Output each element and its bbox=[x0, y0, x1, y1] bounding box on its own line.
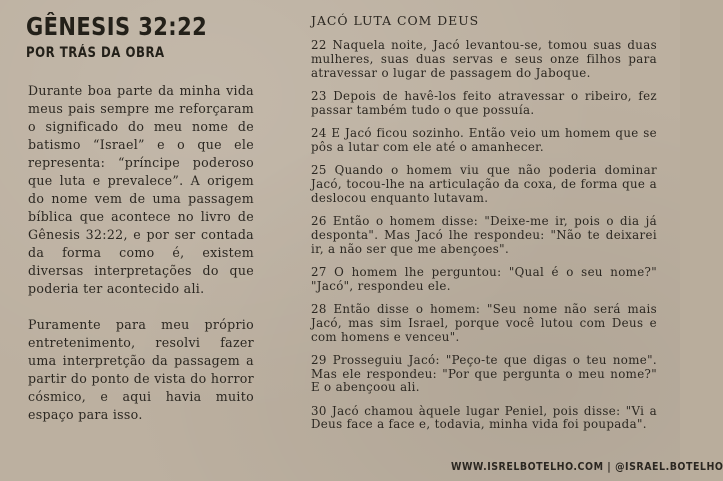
scripture-column bbox=[311, 12, 657, 442]
verse: 28 Então disse o homem: "Seu nome não será mais Jacó, mas sim Israel, porque você lutou com Deus e com homens e venceu". bbox=[311, 301, 657, 344]
intro-paragraph: Puramente para meu próprio entretenimento, resolvi fazer uma interpretção da passagem a partir do ponto de vista do horror cósmico, e aqui havia muito espaço para isso. bbox=[28, 317, 254, 422]
intro-paragraph: Durante boa parte da minha vida meus pais sempre me reforçaram o significado do meu nome de batismo “Israel” e o que ele representa: “príncipe poderoso que luta e prevalece”. A origem do nome vem de uma passagem bíblica que acontece no livro de Gênesis 32:22, e por ser contada da forma como é, existem diversas interpretações do que poderia ter acontecido ali. bbox=[28, 83, 254, 296]
verse: 25 Quando o homem viu que não poderia dominar Jacó, tocou-lhe na articulação da coxa, de forma que a deslocou enquanto lutavam. bbox=[311, 162, 657, 205]
verse: 30 Jacó chamou àquele lugar Peniel, pois disse: "Vi a Deus face a face e, todavia, minha vida foi poupada". bbox=[311, 403, 657, 432]
verse: 23 Depois de havê-los feito atravessar o ribeiro, fez passar também tudo o que possuía. bbox=[311, 88, 657, 117]
verse: 24 E Jacó ficou sozinho. Então veio um homem que se pôs a lutar com ele até o amanhecer. bbox=[311, 125, 657, 154]
verse: 26 Então o homem disse: "Deixe-me ir, pois o dia já desponta". Mas Jacó lhe respondeu: "Não te deixarei ir, a não ser que me abençoes". bbox=[311, 213, 657, 256]
verse: 22 Naquela noite, Jacó levantou-se, tomou suas duas mulheres, suas duas servas e seus onze filhos para atravessar o lugar de passagem do Jaboque. bbox=[311, 38, 657, 80]
intro-text bbox=[28, 82, 254, 442]
scripture-heading: JACÓ LUTA COM DEUS bbox=[311, 13, 480, 28]
page-subtitle: POR TRÁS DA OBRA bbox=[26, 45, 165, 61]
verse: 29 Prosseguiu Jacó: "Peço-te que digas o teu nome". Mas ele respondeu: "Por que pergunta o meu nome?" E o abençoou ali. bbox=[311, 352, 657, 395]
footer-credits: WWW.ISRELBOTELHO.COM | @ISRAEL.BOTELHO bbox=[451, 460, 723, 473]
verse: 27 O homem lhe perguntou: "Qual é o seu nome?" "Jacó", respondeu ele. bbox=[311, 264, 657, 293]
page-title: GÊNESIS 32:22 bbox=[26, 12, 208, 41]
